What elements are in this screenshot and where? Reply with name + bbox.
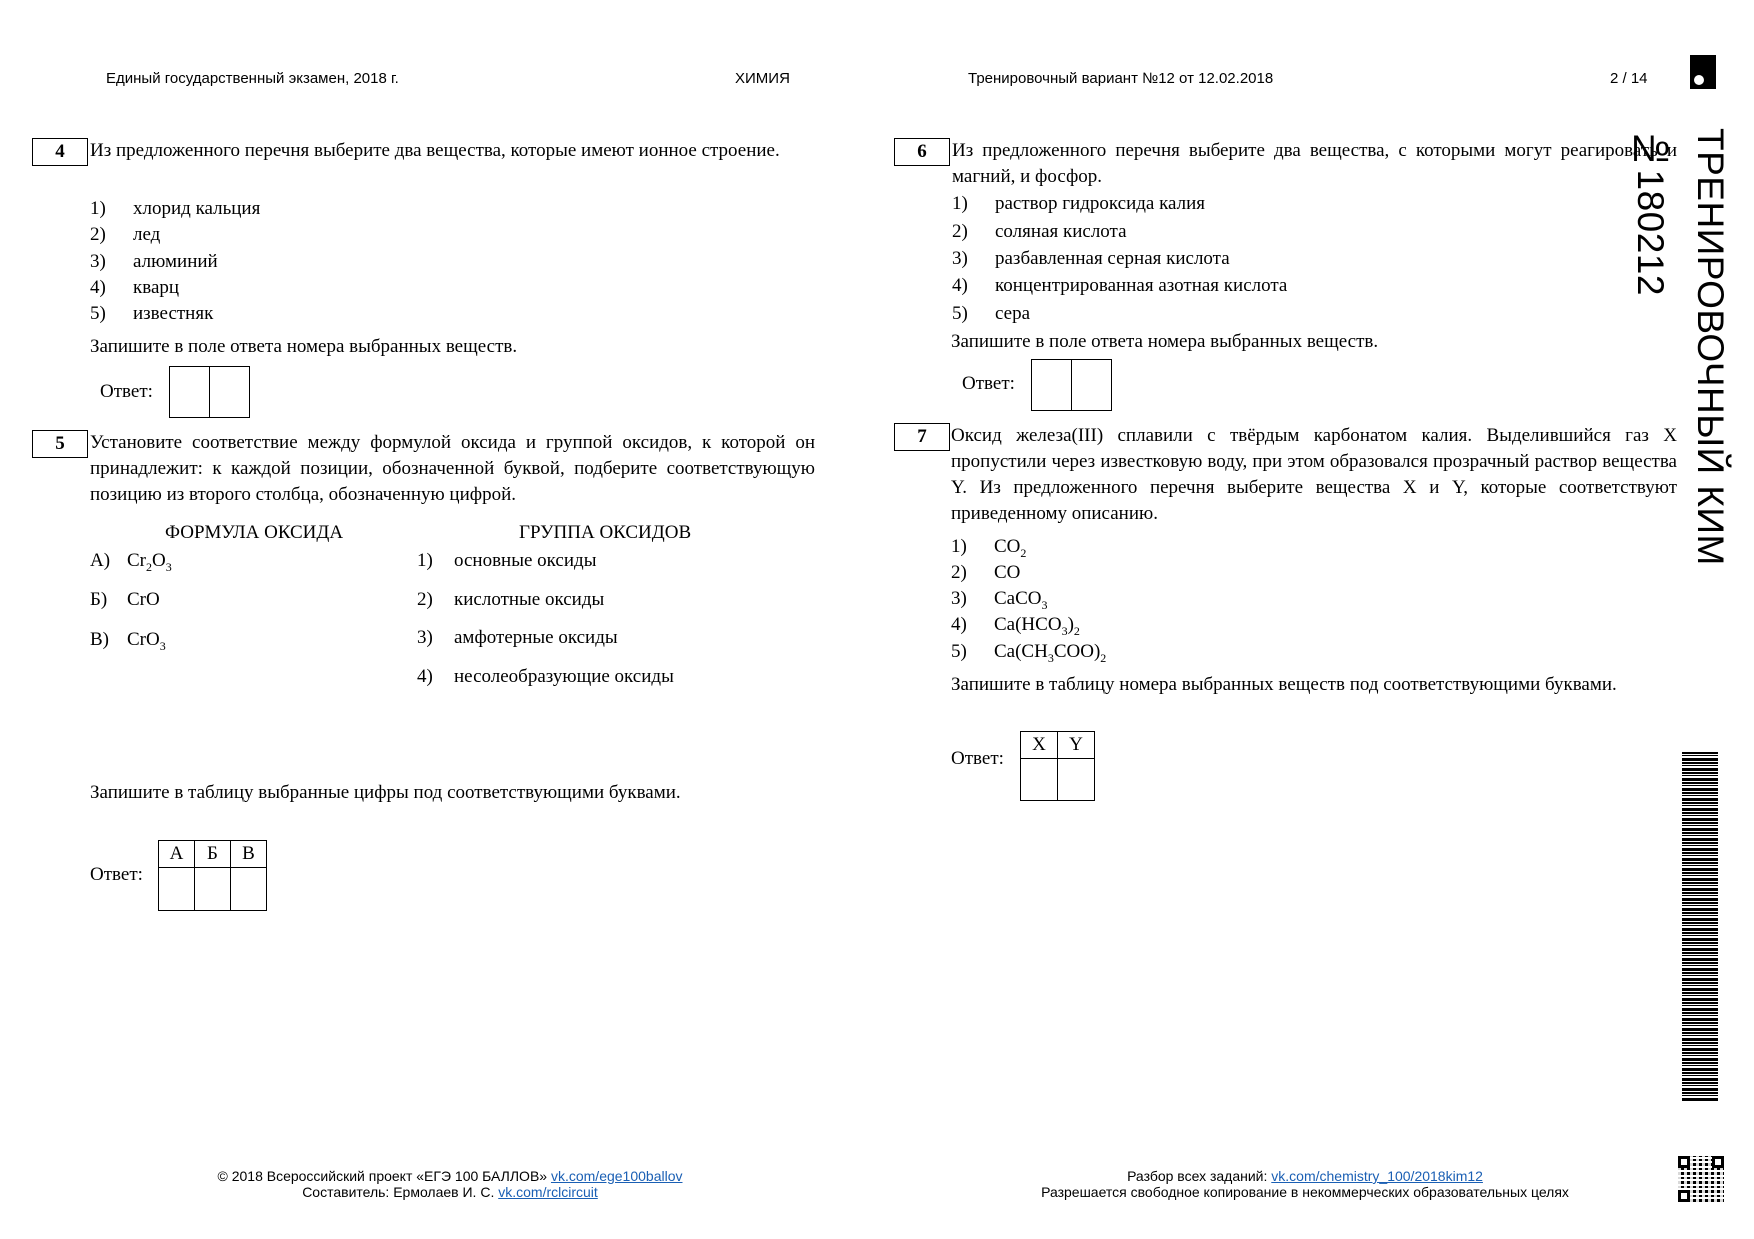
q4-option-3: 3) алюминий: [90, 251, 218, 272]
q7-option-2: 2) CO: [951, 562, 1021, 583]
q7-option-4: 4) $Ca(HCO_3)_2$: [951, 614, 1080, 638]
q7-table-header-x: X: [1021, 732, 1058, 759]
q6-option-3: 3) разбавленная серная кислота: [952, 248, 1230, 269]
q5-table-header-b: Б: [195, 841, 231, 868]
question-5-text: Установите соответствие между формулой оксида и группой оксидов, к которой он принадлежит: к каждой позиции, обозначенной буквой, подберите соответствующую позицию из второго столбца, обозначенную цифрой.: [90, 432, 815, 505]
q6-instruction: Запишите в поле ответа номера выбранных веществ.: [951, 331, 1379, 352]
q6-option-5: 5) сера: [952, 303, 1031, 324]
q7-option-3: 3) CaCO$_3$: [951, 588, 1048, 612]
q4-option-1: 1) хлорид кальция: [90, 198, 261, 219]
qr-code: [1678, 1156, 1724, 1202]
footer-right: Разбор всех заданий: vk.com/chemistry_100/2018kim12 Разрешается свободное копирование в некоммерческих образовательных целях: [1000, 1168, 1610, 1200]
answer-cell[interactable]: [1021, 759, 1058, 801]
header-page-number: 2 / 14: [1610, 70, 1648, 87]
answer-cell[interactable]: [195, 868, 231, 911]
q7-option-1: 1) $CO_2$: [951, 536, 1027, 560]
q5-answer-label: Ответ:: [90, 864, 143, 885]
answer-cell[interactable]: [1072, 360, 1112, 411]
q4-option-2: 2) лед: [90, 224, 161, 245]
barcode: [1682, 752, 1718, 1102]
q5-group-3: 3) амфотерные оксиды: [417, 627, 618, 648]
q5-formula-a: А) $Cr_2O_3$: [90, 550, 172, 574]
q5-formula-v: В) CrO$_3$: [90, 629, 166, 653]
header-subject: ХИМИЯ: [735, 70, 790, 87]
question-6-text: Из предложенного перечня выберите два вещества, с которыми могут реагировать и магний, и фосфор.: [952, 140, 1677, 187]
q4-option-4: 4) кварц: [90, 277, 180, 298]
q5-group-1: 1) основные оксиды: [417, 550, 597, 571]
q6-option-1: 1) раствор гидроксида калия: [952, 193, 1206, 214]
q4-answer-boxes: [169, 366, 250, 418]
q7-answer-table: [1020, 731, 1095, 801]
q5-formula-b: Б) CrO: [90, 589, 160, 610]
q7-option-5: 5) $Ca(CH_3COO)_2$: [951, 641, 1107, 665]
q5-right-column-heading: ГРУППА ОКСИДОВ: [519, 522, 692, 543]
q4-answer-label: Ответ:: [100, 381, 153, 402]
q5-table-header-a: А: [159, 841, 195, 868]
question-4-text: Из предложенного перечня выберите два вещества, которые имеют ионное строение.: [90, 140, 780, 161]
answer-cell[interactable]: [231, 868, 267, 911]
q7-instruction: Запишите в таблицу номера выбранных веществ под соответствующими буквами.: [951, 674, 1617, 695]
footer-left: © 2018 Всероссийский проект «ЕГЭ 100 БАЛЛОВ» vk.com/ege100ballov Составитель: Ермолаев И. С. vk.com/rclcircuit: [217, 1168, 683, 1200]
q6-answer-boxes: [1031, 359, 1112, 411]
q5-instruction: Запишите в таблицу выбранные цифры под соответствующими буквами.: [90, 782, 681, 803]
q4-option-5: 5) известняк: [90, 303, 214, 324]
footer-license: Разрешается свободное копирование в некоммерческих образовательных целях: [1041, 1184, 1569, 1200]
answer-cell[interactable]: [159, 868, 195, 911]
question-7-number: 7: [894, 423, 950, 451]
q5-group-2: 2) кислотные оксиды: [417, 589, 605, 610]
q5-table-header-v: В: [231, 841, 267, 868]
question-5-number: 5: [32, 430, 88, 458]
q6-option-2: 2) соляная кислота: [952, 221, 1127, 242]
q7-answer-label: Ответ:: [951, 748, 1004, 769]
answer-cell[interactable]: [1058, 759, 1095, 801]
q6-option-4: 4) концентрированная азотная кислота: [952, 275, 1288, 296]
answer-cell[interactable]: [170, 367, 210, 418]
header-variant: Тренировочный вариант №12 от 12.02.2018: [968, 70, 1274, 87]
question-6-number: 6: [894, 138, 950, 166]
footer-author-link[interactable]: vk.com/rclcircuit: [498, 1184, 598, 1200]
corner-marker-icon: [1690, 55, 1716, 89]
q5-group-4: 4) несолеобразующие оксиды: [417, 666, 674, 687]
question-7-text: Оксид железа(III) сплавили с твёрдым карбонатом калия. Выделившийся газ X пропустили через известковую воду, при этом образовался прозрачный раствор вещества Y. Из предложенного перечня выберите вещества X и Y, которые соответствуют приведенному описанию.: [951, 425, 1677, 524]
question-4-number: 4: [32, 138, 88, 166]
q5-left-column-heading: ФОРМУЛА ОКСИДА: [165, 522, 344, 543]
header-exam: Единый государственный экзамен, 2018 г.: [106, 70, 399, 87]
side-title: ТРЕНИРОВОЧНЫЙ КИМ №180212: [1630, 128, 1731, 566]
q5-answer-table: [158, 840, 267, 911]
q4-instruction: Запишите в поле ответа номера выбранных веществ.: [90, 336, 518, 357]
q6-answer-label: Ответ:: [962, 373, 1015, 394]
footer-review-link[interactable]: vk.com/chemistry_100/2018kim12: [1271, 1168, 1483, 1184]
q7-table-header-y: Y: [1058, 732, 1095, 759]
answer-cell[interactable]: [210, 367, 250, 418]
footer-copyright-link[interactable]: vk.com/ege100ballov: [550, 1168, 683, 1184]
answer-cell[interactable]: [1032, 360, 1072, 411]
